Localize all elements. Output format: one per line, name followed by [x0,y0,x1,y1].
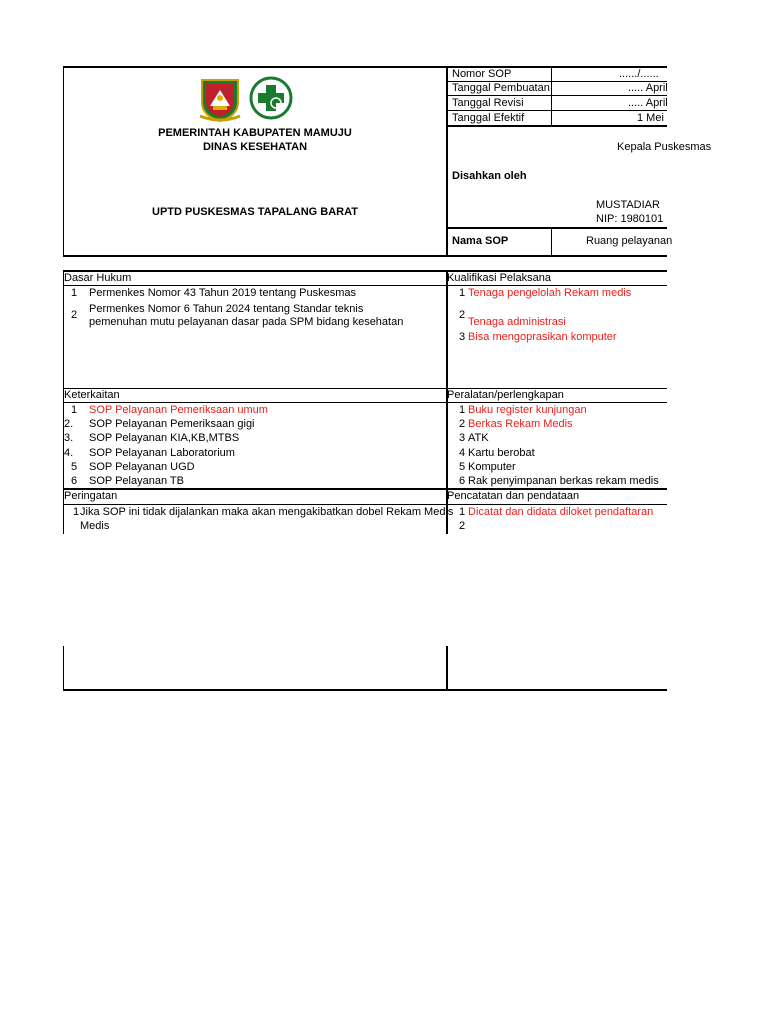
pejabat-nama: MUSTADIAR [596,199,660,211]
pejabat-nip: NIP: 1980101 [596,213,664,225]
list-item-num: 4. [64,447,74,459]
list-item-num: 2 [459,418,466,430]
list-item: SOP Pelayanan Laboratorium [89,447,235,459]
list-item-num: 2 [459,520,466,532]
nama-sop-label: Nama SOP [452,235,509,247]
health-cross-icon [249,76,293,120]
pencatatan-title: Pencatatan dan pendataan [447,490,580,502]
list-item-num: 4 [459,447,466,459]
list-item-num: 1 [459,287,466,299]
list-item-num: 6 [71,475,78,487]
nomor-sop-label: Nomor SOP [452,68,512,80]
list-item-num: 3 [459,432,466,444]
list-item-num: 2 [71,309,78,321]
nama-sop-value: Ruang pelayanan [586,235,673,247]
tgl-efektif-label: Tanggal Efektif [452,112,525,124]
disahkan-label: Disahkan oleh [452,170,527,182]
list-item-num: 5 [71,461,78,473]
regency-coat-of-arms-icon [198,76,242,122]
tgl-pembuatan-label: Tanggal Pembuatan [452,82,550,94]
list-item-num: 3. [64,432,74,444]
list-item: Buku register kunjungan [468,404,587,416]
nomor-sop-value: ....../...... [619,68,659,80]
list-item-num: 1 [73,506,80,518]
list-item-num: 1 [459,404,466,416]
keterkaitan-title: Keterkaitan [64,389,120,401]
list-item: SOP Pelayanan Pemeriksaan umum [89,404,268,416]
list-item: Bisa mengoprasikan komputer [468,331,617,343]
tgl-pembuatan-value: ..... April [628,82,668,94]
list-item: Jika SOP ini tidak dijalankan maka akan mengakibatkan dobel Rekam Medis [80,506,454,518]
list-item-num: 5 [459,461,466,473]
list-item-continuation: Medis [80,520,110,532]
list-item: Permenkes Nomor 43 Tahun 2019 tentang Puskesmas [89,287,357,299]
list-item-num: 1 [71,287,78,299]
list-item: Tenaga administrasi [468,316,566,328]
dasar-hukum-title: Dasar Hukum [64,272,132,284]
unit-name: UPTD PUSKESMAS TAPALANG BARAT [152,206,358,218]
org-name: PEMERINTAH KABUPATEN MAMUJU [158,127,352,139]
list-item-num: 1 [71,404,78,416]
list-item: SOP Pelayanan KIA,KB,MTBS [89,432,240,444]
list-item: Permenkes Nomor 6 Tahun 2024 tentang Standar teknis [89,303,364,315]
list-item: Kartu berobat [468,447,535,459]
kepala-title: Kepala Puskesmas [617,141,712,153]
peralatan-title: Peralatan/perlengkapan [447,389,564,401]
list-item-num: 3 [459,331,466,343]
list-item-num: 6 [459,475,466,487]
list-item-num: 2 [459,309,466,321]
tgl-revisi-value: ..... April [628,97,668,109]
list-item: SOP Pelayanan UGD [89,461,195,473]
list-item: SOP Pelayanan Pemeriksaan gigi [89,418,255,430]
org-department: DINAS KESEHATAN [202,141,308,153]
list-item: Komputer [468,461,516,473]
list-item-num: 2. [64,418,74,430]
list-item: pemenuhan mutu pelayanan dasar pada SPM bidang kesehatan [89,316,404,328]
list-item: Dicatat dan didata diloket pendaftaran [468,506,654,518]
kualifikasi-title: Kualifikasi Pelaksana [447,272,551,284]
tgl-efektif-value: 1 Mei [637,112,664,124]
peringatan-title: Peringatan [64,490,118,502]
list-item-num: 1 [459,506,466,518]
list-item: ATK [468,432,489,444]
list-item: Berkas Rekam Medis [468,418,573,430]
list-item: Rak penyimpanan berkas rekam medis [468,475,659,487]
list-item: SOP Pelayanan TB [89,475,184,487]
list-item: Tenaga pengelolah Rekam medis [468,287,632,299]
tgl-revisi-label: Tanggal Revisi [452,97,524,109]
